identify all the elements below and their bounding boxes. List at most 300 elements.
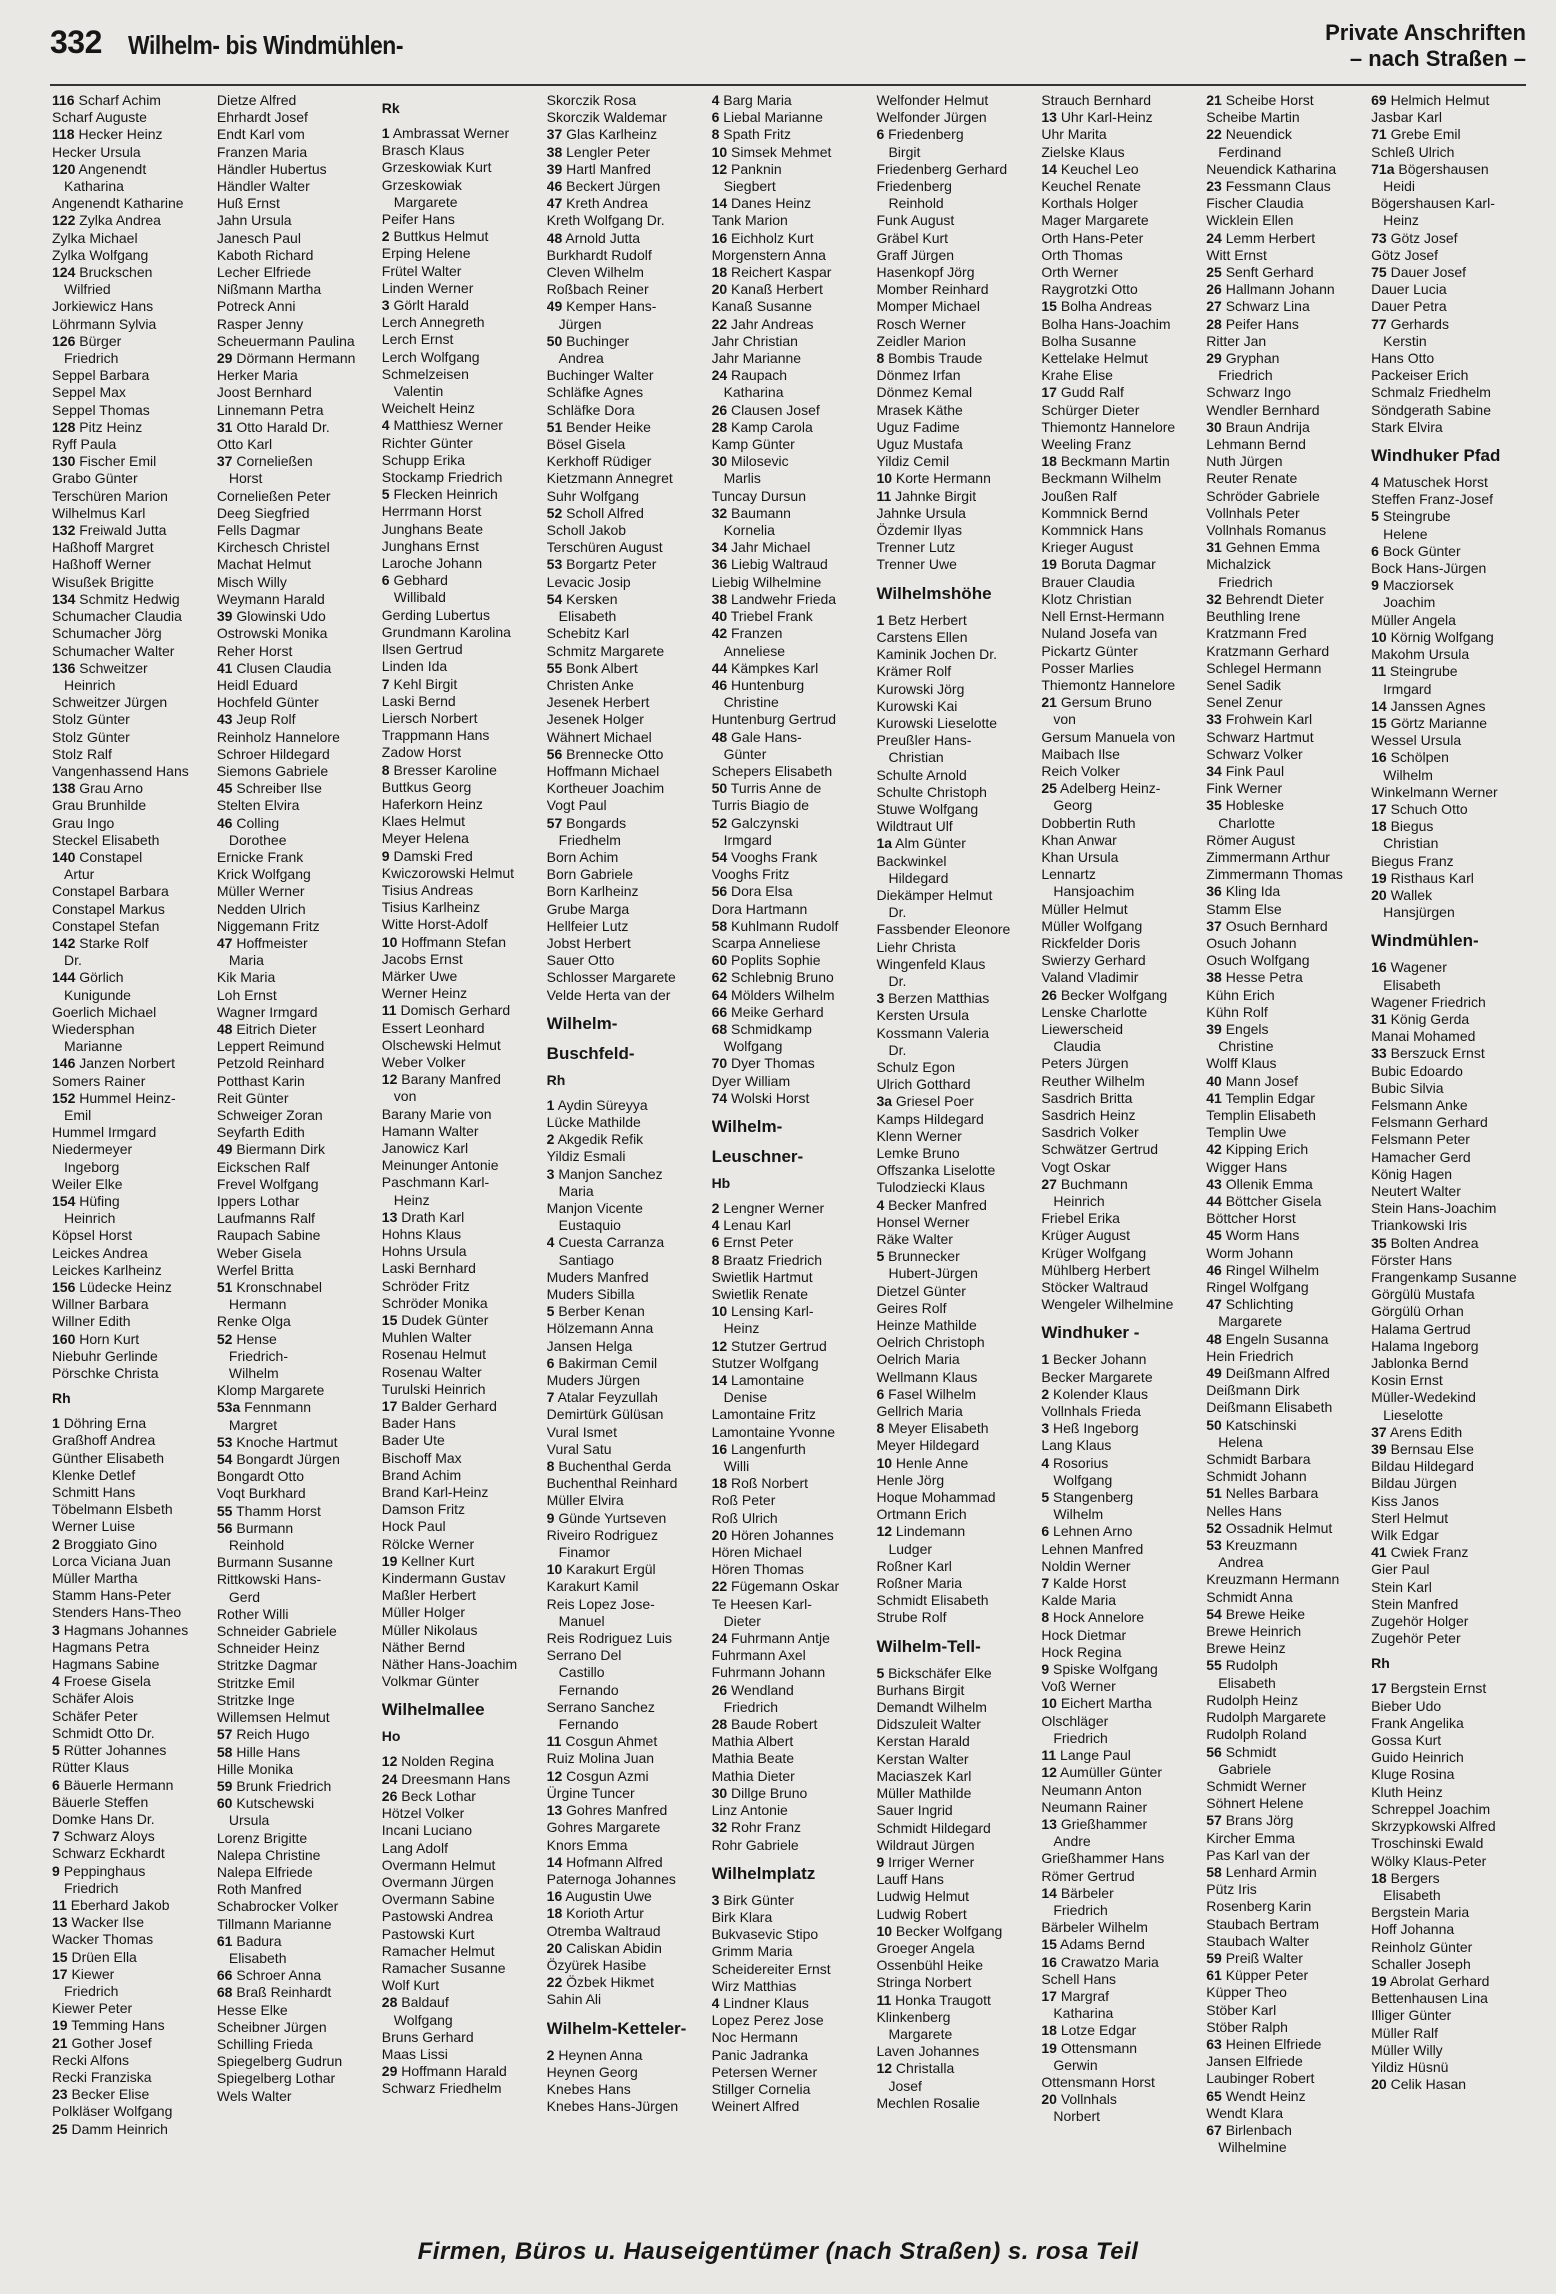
resident-name: Christalla [895,2060,955,2077]
resident-name: Döhring Erna [63,1415,147,1432]
resident-entry [1206,1778,1363,1795]
resident-name: Leickes Karlheinz [52,1261,162,1278]
resident-name: Braun Andrija [1225,418,1310,435]
resident-entry [876,1888,1033,1905]
resident-name: Reis Lopez Jose- [546,1595,655,1612]
house-number: 71 [1371,126,1387,143]
resident-entry [876,1007,1033,1024]
resident-name: Muders Jürgen [546,1372,641,1389]
resident-name: Overmann Jürgen [381,1873,494,1890]
resident-entry [712,1819,869,1836]
resident-name: Witt Ernst [1206,246,1267,263]
house-number: 22 [546,1974,563,1991]
entry-continuation [1206,367,1363,384]
resident-entry [1041,1678,1198,1695]
resident-entry [382,830,539,847]
resident-name: Hoffmann Harald [401,2063,507,2080]
resident-entry [1371,749,1528,766]
resident-name: Wolff Klaus [1206,1055,1277,1072]
resident-name: Illiger Günter [1371,2007,1452,2024]
entry-continuation [1041,1833,1198,1850]
resident-entry [876,1111,1033,1128]
resident-entry [217,1984,374,2001]
resident-name: Gerd [228,1588,261,1605]
resident-entry [1371,1493,1528,1510]
resident-entry [1206,350,1363,367]
resident-name: Lopez Perez Jose [711,2012,824,2029]
resident-entry [217,2053,374,2070]
resident-name: Strube Rolf [876,1609,947,1626]
house-number: 3 [546,1165,555,1182]
entry-continuation [1206,1761,1363,1778]
resident-name: Jahr Andreas [731,315,814,332]
resident-name: Lauff Hans [876,1871,944,1888]
resident-entry [1371,560,1528,577]
resident-entry [1041,763,1198,780]
entry-continuation [1041,2005,1198,2022]
resident-entry [217,1210,374,1227]
resident-entry [876,1145,1033,1162]
resident-name: Caliskan Abidin [566,1939,662,1956]
resident-name: Brasch Klaus [381,142,465,159]
resident-name: Becker Elise [71,2086,150,2103]
resident-name: Dauer Josef [1390,264,1467,281]
district-code: Hb [711,1174,731,1191]
entry-continuation [1371,1887,1528,1904]
house-number: 50 [711,780,728,797]
resident-entry [712,195,869,212]
resident-name: Schell Hans [1041,1970,1117,1987]
resident-name: Heidi [1383,178,1416,195]
house-number: 73 [1371,229,1387,246]
resident-name: Bock Günter [1382,542,1461,559]
resident-name: Dora Elsa [731,883,793,900]
resident-name: Baldauf [401,1994,449,2011]
resident-name: Margraf [1060,1987,1110,2004]
resident-entry [712,608,869,625]
resident-entry [547,1424,704,1441]
resident-name: Borgartz Peter [566,556,657,573]
resident-name: Müller Holger [381,1604,466,1621]
resident-name: Trenner Uwe [876,556,957,573]
resident-entry [52,883,209,900]
entry-continuation [876,2078,1033,2095]
resident-entry [712,316,869,333]
resident-name: Dieter [723,1612,761,1629]
resident-name: Bögershausen [1398,160,1489,177]
resident-entry [52,230,209,247]
resident-entry [1206,2105,1363,2122]
resident-name: Rickfelder Doris [1041,934,1141,951]
resident-name: Becker Wolfgang [1060,986,1168,1003]
section-label [1325,20,1526,72]
resident-entry [547,402,704,419]
entry-continuation [382,1088,539,1105]
resident-entry [1371,1458,1528,1475]
resident-name: Welfonder Helmut [876,92,989,108]
house-number: 28 [711,1716,728,1733]
house-number: 6 [876,126,885,143]
resident-name: Arnold Jutta [565,229,641,246]
resident-name: Ingeborg [64,1158,120,1175]
resident-name: Karakurt Kamil [546,1578,639,1595]
resident-entry [1206,608,1363,625]
house-number: 24 [711,367,728,384]
resident-name: Brewe Heinrich [1206,1623,1302,1640]
resident-entry [382,796,539,813]
resident-name: Schreiber Ilse [236,780,322,797]
resident-name: Kosin Ernst [1371,1372,1443,1389]
resident-entry [52,1313,209,1330]
resident-entry [876,1369,1033,1386]
resident-name: Senel Sadik [1206,676,1281,693]
resident-name: Bildau Jürgen [1371,1475,1457,1492]
house-number: 40 [711,608,728,625]
resident-name: Linz Antonie [711,1802,788,1819]
resident-entry [1041,1575,1198,1592]
resident-entry [217,264,374,281]
resident-name: Willi [723,1458,750,1475]
resident-entry [712,2081,869,2098]
house-number: 33 [1371,1045,1387,1062]
resident-entry [382,641,539,658]
resident-entry [52,1090,209,1107]
street-heading: Wilhelmplatz [711,1863,816,1883]
resident-name: Emil [64,1106,92,1123]
house-number: 53 [216,1433,233,1450]
resident-entry [876,835,1033,852]
resident-entry [217,1675,374,1692]
resident-entry [876,1802,1033,1819]
resident-name: Schumacher Claudia [52,608,182,625]
house-number: 30 [1206,418,1222,435]
resident-name: Friedrich [723,1698,779,1715]
resident-name: Hören Thomas [711,1561,804,1578]
house-number: 5 [876,1248,885,1265]
resident-name: Otto Karl [216,436,273,453]
resident-name: Böttcher Horst [1206,1210,1296,1227]
entry-continuation [712,1038,869,1055]
house-number: 4 [1371,474,1379,491]
resident-entry [217,2070,374,2087]
resident-entry [382,1002,539,1019]
resident-name: Zylka Michael [52,229,138,246]
resident-name: Biegus [1390,818,1434,835]
resident-name: Bader Ute [381,1432,445,1449]
resident-entry [217,1864,374,1881]
resident-entry [1371,1321,1528,1338]
house-number: 18 [1041,453,1057,470]
house-number: 49 [546,298,563,315]
resident-entry [217,522,374,539]
resident-name: Scholl Alfred [566,504,644,521]
resident-name: Wendt Klara [1206,2104,1284,2121]
resident-entry [547,1974,704,1991]
resident-entry [52,505,209,522]
resident-entry [547,1389,704,1406]
resident-entry [382,1312,539,1329]
resident-entry [547,505,704,522]
resident-name: Heinrich [1053,1193,1105,1209]
resident-entry [1206,1176,1363,1193]
resident-entry [1371,419,1528,436]
resident-name: Gerding Lubertus [381,606,490,623]
resident-name: Wolfgang [1053,1471,1113,1488]
resident-entry [1206,1812,1363,1829]
resident-entry [547,1854,704,1871]
resident-name: Gohres Manfred [566,1802,668,1819]
resident-name: Hobleske [1225,797,1285,814]
house-number: 62 [711,969,728,986]
house-number: 14 [1041,160,1057,177]
house-number: 19 [52,2017,68,2034]
resident-name: Brewe Heinz [1206,1640,1286,1657]
resident-name: Schmalz Friedhelm [1371,384,1491,401]
house-number: 12 [876,2060,893,2077]
resident-entry [52,1176,209,1193]
house-number: 24 [381,1770,398,1787]
house-number: 23 [52,2086,68,2103]
entry-continuation [1041,2057,1198,2074]
resident-name: Herker Maria [216,367,298,384]
resident-entry [217,333,374,350]
resident-name: Wessel Ursula [1371,732,1462,749]
resident-name: Buttkus Helmut [393,228,489,245]
entry-continuation [1041,1730,1198,1747]
header-rule [50,84,1526,86]
resident-entry [876,126,1033,143]
resident-entry [876,612,1033,629]
resident-name: Steingrube [1382,508,1451,525]
resident-entry [876,1403,1033,1420]
resident-entry [1041,1764,1198,1781]
resident-name: Jasbar Karl [1371,109,1442,126]
resident-entry [547,367,704,384]
resident-entry [876,1940,1033,1957]
resident-entry [1371,1527,1528,1544]
house-number: 4 [381,417,390,434]
resident-name: Hock Annelore [1053,1609,1145,1626]
house-number: 16 [1371,749,1387,766]
resident-name: Hofmann Alfred [566,1853,663,1870]
resident-name: Schlegel Hermann [1206,659,1322,676]
resident-entry [1206,1657,1363,1674]
resident-entry [712,1596,869,1613]
house-number: 10 [381,933,398,950]
resident-entry [547,144,704,161]
resident-name: Friebel Erika [1041,1210,1120,1227]
resident-name: Wagener [1390,959,1447,976]
resident-entry [1041,1558,1198,1575]
house-number: 13 [546,1802,563,1819]
resident-name: Bettenhausen Lina [1371,1990,1488,2007]
house-number: 18 [711,1475,728,1492]
resident-name: Drüen Ella [71,1948,137,1965]
resident-name: Schreppel Joachim [1371,1800,1491,1817]
resident-name: Kreth Andrea [566,195,648,212]
resident-entry [1371,1579,1528,1596]
resident-entry [876,2060,1033,2077]
resident-entry [52,660,209,677]
resident-name: Atalar Feyzullah [557,1389,658,1406]
resident-entry [712,935,869,952]
resident-name: Triankowski Iris [1371,1217,1468,1234]
resident-name: Niedermeyer [52,1141,133,1158]
resident-name: Rasper Jenny [216,315,304,332]
house-number: 56 [216,1519,233,1536]
district-code: Rh [546,1071,566,1088]
resident-name: Grau Arno [79,780,144,797]
resident-name: Fernando [558,1716,619,1733]
resident-entry [52,126,209,143]
resident-entry [382,882,539,899]
resident-entry [1371,2042,1528,2059]
house-number: 2 [546,2046,555,2063]
resident-name: Schilling Frieda [216,2035,313,2052]
resident-entry [1371,491,1528,508]
resident-entry [382,1536,539,1553]
resident-name: Bickschäfer Elke [888,1664,992,1681]
resident-entry [52,2017,209,2034]
resident-entry [876,488,1033,505]
resident-name: Töbelmann Elsbeth [52,1501,173,1518]
resident-entry [1041,694,1198,711]
entry-continuation [1041,711,1198,728]
resident-entry [712,1441,869,1458]
resident-name: Berzen Matthias [888,990,990,1007]
resident-entry [876,732,1033,749]
house-number: 10 [876,1922,893,1939]
resident-entry [382,366,539,383]
resident-name: Schmitt Hans [52,1484,136,1501]
house-number: 144 [52,969,76,986]
resident-name: Wallek [1390,886,1433,903]
resident-entry [547,1630,704,1647]
entry-continuation [547,1217,704,1234]
resident-entry [1371,698,1528,715]
resident-entry [52,780,209,797]
resident-entry [52,419,209,436]
resident-entry [52,849,209,866]
resident-entry [712,230,869,247]
house-number: 29 [216,350,233,367]
resident-entry [382,538,539,555]
resident-entry [876,1455,1033,1472]
resident-entry [1041,1296,1198,1313]
resident-entry [217,1193,374,1210]
resident-entry [1041,2040,1198,2057]
house-number: 53a [216,1399,241,1416]
house-number: 47 [216,934,233,951]
resident-name: Templin Elisabeth [1206,1106,1316,1123]
resident-entry [1041,1971,1198,1988]
resident-name: Hansjoachim [1053,883,1135,900]
house-number: 54 [1206,1605,1222,1622]
resident-entry [547,711,704,728]
house-number: 33 [1206,711,1222,728]
resident-name: Panic Jadranka [711,2046,809,2063]
resident-entry [1041,1386,1198,1403]
resident-entry [217,144,374,161]
directory-column [52,92,209,2212]
resident-entry [876,1420,1033,1437]
resident-name: Born Gabriele [546,866,634,883]
resident-name: Osuch Bernhard [1225,917,1328,934]
resident-entry [1371,1630,1528,1647]
resident-name: Lerch Wolfgang [381,348,480,365]
resident-entry [547,1561,704,1578]
page-header [50,18,1526,88]
resident-name: Gother Josef [71,2034,152,2051]
resident-entry [712,1055,869,1072]
house-number: 41 [216,659,233,676]
resident-name: Oelrich Maria [876,1351,960,1368]
resident-entry [547,1578,704,1595]
resident-name: Wilhelm [1053,1506,1104,1523]
resident-name: Müller-Wedekind [1371,1389,1476,1406]
resident-name: Beckert Jürgen [566,178,661,195]
resident-entry [217,1623,374,1640]
resident-name: Preußler Hans- [876,732,972,749]
resident-name: Vural Satu [546,1440,612,1457]
resident-name: Riveiro Rodriguez [546,1526,658,1543]
resident-entry [876,1575,1033,1592]
resident-entry [712,1785,869,1802]
resident-name: Makohm Ursula [1371,646,1470,663]
resident-name: Birlenbach [1225,2121,1292,2138]
resident-name: Yildiz Esmali [546,1148,626,1165]
resident-entry [52,2103,209,2120]
resident-name: Sasdrich Britta [1041,1089,1133,1106]
resident-name: Mechlen Rosalie [876,2094,980,2111]
resident-entry [1041,1799,1198,1816]
house-number: 17 [381,1398,398,1415]
resident-name: Helene [1383,525,1428,542]
resident-entry [52,212,209,229]
resident-name: Schmitz Margarete [546,642,665,659]
resident-entry [52,1073,209,1090]
resident-name: Sahin Ali [546,1991,602,2008]
resident-name: Hoffmeister [236,934,308,951]
resident-name: Bader Hans [381,1415,456,1432]
resident-name: Wellmann Klaus [876,1368,978,1385]
house-number: 18 [546,1905,563,1922]
resident-name: Kuhlmann Rudolf [731,917,839,934]
resident-name: Margret [228,1416,278,1433]
resident-name: Dietzel Günter [876,1282,966,1299]
resident-name: Hötzel Volker [381,1805,465,1822]
resident-entry [1041,1747,1198,1764]
house-number: 5 [381,486,390,503]
resident-name: Kerstan Harald [876,1733,970,1750]
resident-entry [217,1331,374,1348]
resident-entry [712,574,869,591]
resident-name: Noldin Werner [1041,1557,1131,1574]
resident-entry [1371,784,1528,801]
entry-continuation [1041,883,1198,900]
resident-entry [52,643,209,660]
resident-name: Schwarz Friedhelm [381,2080,502,2097]
resident-entry [1041,1262,1198,1279]
entry-continuation [876,2026,1033,2043]
entry-continuation [1371,904,1528,921]
entry-continuation [712,832,869,849]
resident-entry [1041,1351,1198,1368]
house-number: 35 [1206,797,1222,814]
resident-name: Schuch Otto [1390,800,1468,817]
resident-entry [712,1527,869,1544]
resident-entry [547,1372,704,1389]
